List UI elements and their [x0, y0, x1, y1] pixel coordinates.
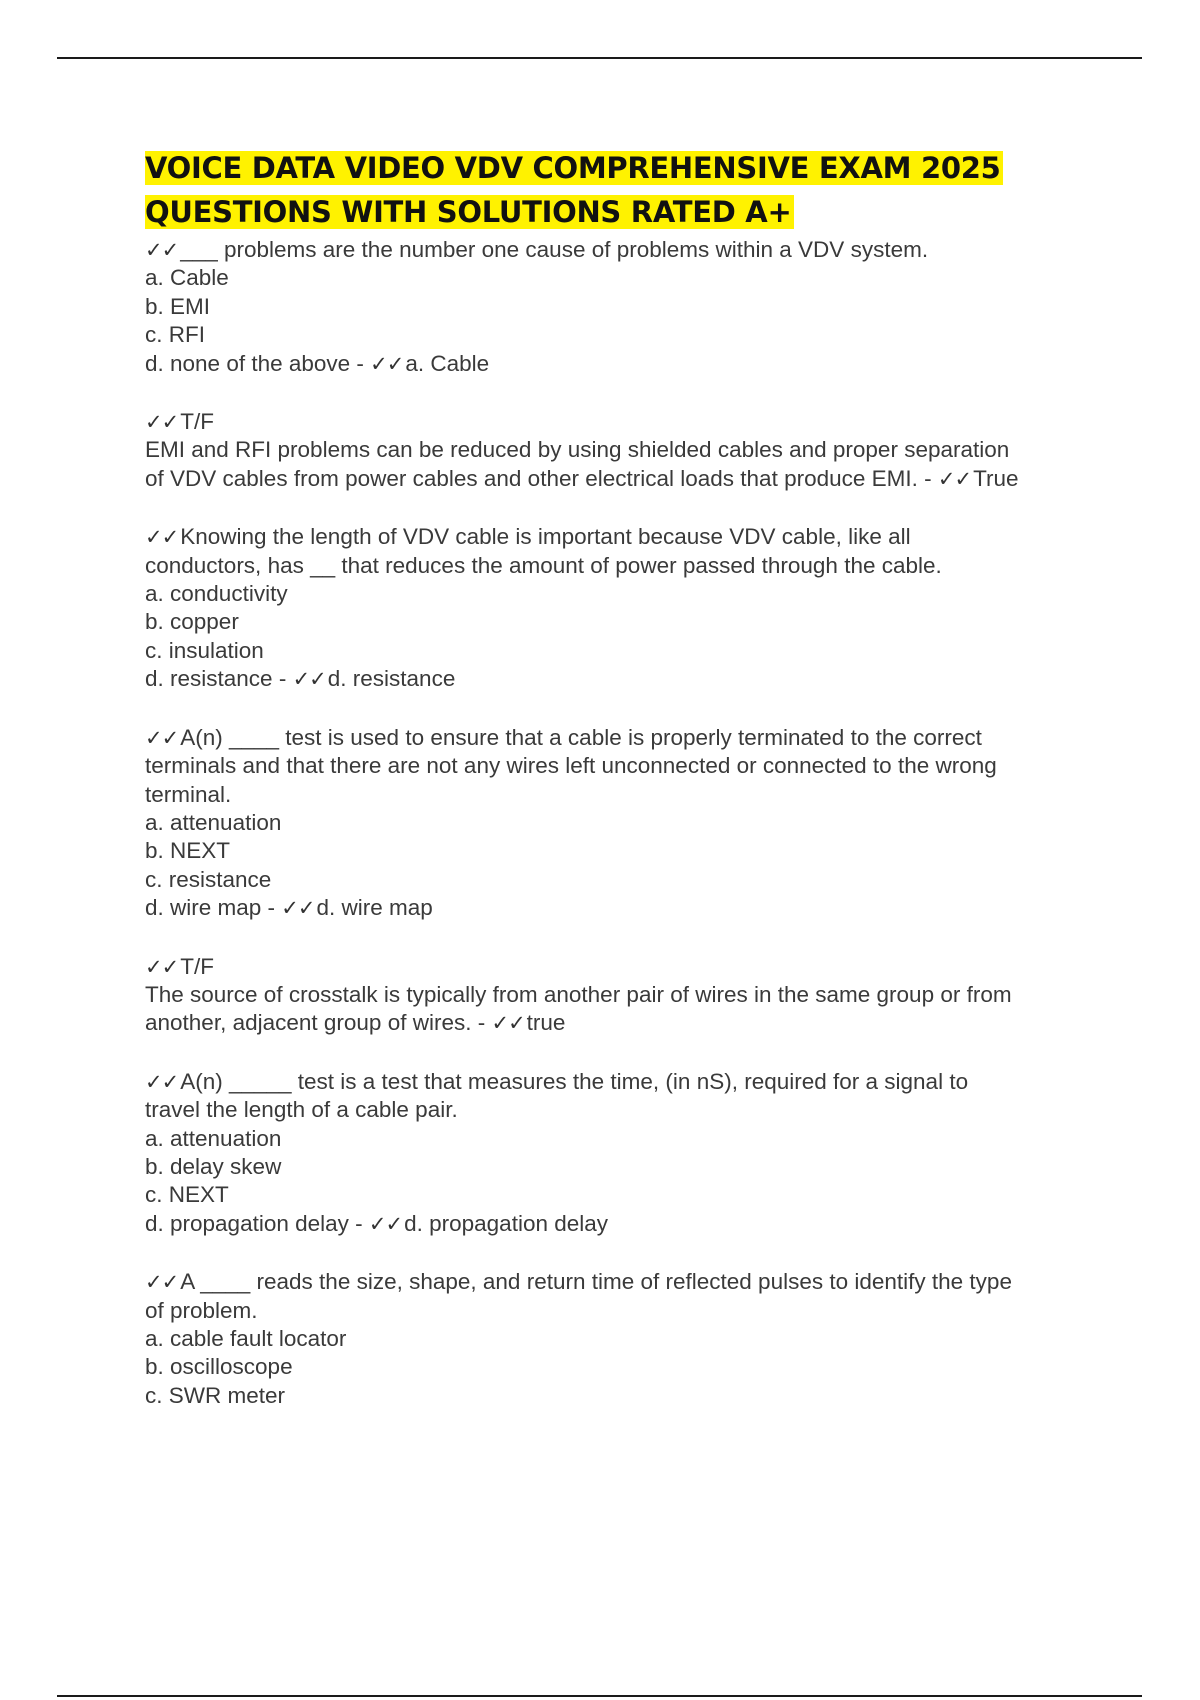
- check-icon: ✓✓: [145, 954, 179, 979]
- question-text: b. oscilloscope: [145, 1354, 293, 1380]
- check-icon: ✓✓: [145, 1069, 179, 1094]
- question-line: [145, 1268, 1105, 1296]
- document-title: [145, 146, 1105, 234]
- question-line: [145, 809, 1105, 837]
- question-text: of VDV cables from power cables and other electrical loads that produce EMI. -: [145, 465, 938, 491]
- question-line: [145, 837, 1105, 865]
- check-icon: ✓✓: [145, 1270, 179, 1295]
- question-item: [145, 1068, 1105, 1238]
- question-text: d. wire map -: [145, 895, 282, 921]
- question-text: terminal.: [145, 781, 232, 807]
- question-line: [145, 724, 1105, 752]
- bottom-rule: [57, 1695, 1142, 1697]
- question-text: of problem.: [145, 1297, 258, 1323]
- question-line: [145, 580, 1105, 608]
- question-line: [145, 465, 1105, 493]
- document-body: [145, 146, 1105, 1440]
- question-line: [145, 894, 1105, 922]
- check-icon: ✓✓: [292, 667, 326, 692]
- question-text: c. SWR meter: [145, 1382, 286, 1408]
- question-text: conductors, has __ that reduces the amount of power passed through the cable.: [145, 552, 942, 578]
- question-text: d. none of the above -: [145, 350, 371, 376]
- question-text: a. Cable: [145, 265, 229, 291]
- question-item: [145, 408, 1105, 493]
- question-line: [145, 781, 1105, 809]
- question-line: [145, 953, 1105, 981]
- question-text: EMI and RFI problems can be reduced by using shielded cables and proper separation: [145, 437, 1010, 463]
- question-line: [145, 293, 1105, 321]
- question-line: [145, 981, 1105, 1009]
- question-line: [145, 1353, 1105, 1381]
- question-line: [145, 1297, 1105, 1325]
- check-icon: ✓✓: [145, 238, 179, 262]
- check-icon: ✓✓: [370, 351, 404, 376]
- check-icon: ✓✓: [368, 1211, 403, 1236]
- question-line: [145, 608, 1105, 636]
- question-text: T/F: [180, 409, 214, 435]
- question-text: a. attenuation: [145, 809, 282, 835]
- title-line-1: VOICE DATA VIDEO VDV COMPREHENSIVE EXAM 2025: [145, 151, 1003, 185]
- answer-text: True: [973, 465, 1019, 491]
- check-icon: ✓✓: [145, 725, 179, 750]
- question-line: [145, 552, 1105, 580]
- question-text: Knowing the length of VDV cable is important because VDV cable, like all: [180, 524, 911, 550]
- question-line: [145, 752, 1105, 780]
- question-line: [145, 264, 1105, 292]
- question-text: A(n) ____ test is used to ensure that a cable is properly terminated to the correct: [180, 724, 982, 750]
- question-line: [145, 1153, 1105, 1181]
- question-text: c. resistance: [145, 866, 272, 892]
- check-icon: ✓✓: [145, 525, 179, 550]
- question-text: A ____ reads the size, shape, and return time of reflected pulses to identify the type: [180, 1269, 1012, 1295]
- question-line: [145, 1181, 1105, 1209]
- question-text: another, adjacent group of wires. -: [145, 1010, 492, 1036]
- question-line: [145, 436, 1105, 464]
- question-text: travel the length of a cable pair.: [145, 1097, 458, 1123]
- question-line: [145, 1382, 1105, 1410]
- question-line: [145, 321, 1105, 349]
- question-text: b. copper: [145, 609, 239, 635]
- question-line: [145, 408, 1105, 436]
- question-item: [145, 1268, 1105, 1410]
- question-text: d. propagation delay -: [145, 1210, 369, 1236]
- question-text: A(n) _____ test is a test that measures the time, (in nS), required for a signal to: [180, 1068, 969, 1094]
- question-item: [145, 523, 1105, 693]
- question-list: [145, 236, 1105, 1410]
- check-icon: ✓✓: [937, 466, 972, 491]
- title-line-2: QUESTIONS WITH SOLUTIONS RATED A+: [145, 195, 794, 229]
- question-line: [145, 1325, 1105, 1353]
- question-text: The source of crosstalk is typically from another pair of wires in the same group or from: [145, 981, 1012, 1007]
- question-line: [145, 236, 1105, 264]
- question-line: [145, 1125, 1105, 1153]
- top-rule: [57, 57, 1142, 59]
- question-line: [145, 665, 1105, 693]
- answer-text: a. Cable: [405, 350, 490, 376]
- question-line: [145, 637, 1105, 665]
- question-line: [145, 1068, 1105, 1096]
- question-text: c. RFI: [145, 322, 205, 348]
- question-line: [145, 1210, 1105, 1238]
- question-text: a. cable fault locator: [145, 1326, 347, 1351]
- question-line: [145, 866, 1105, 894]
- question-text: c. NEXT: [145, 1182, 229, 1208]
- question-line: [145, 1009, 1105, 1037]
- question-text: b. NEXT: [145, 838, 231, 864]
- answer-text: d. propagation delay: [404, 1210, 609, 1236]
- answer-text: d. wire map: [316, 895, 433, 921]
- question-item: [145, 953, 1105, 1038]
- answer-text: d. resistance: [327, 666, 456, 692]
- question-line: [145, 523, 1105, 551]
- question-item: [145, 724, 1105, 923]
- question-text: b. EMI: [145, 293, 211, 319]
- question-line: [145, 350, 1105, 378]
- check-icon: ✓✓: [145, 410, 179, 435]
- question-text: terminals and that there are not any wires left unconnected or connected to the wrong: [145, 753, 997, 779]
- question-text: c. insulation: [145, 637, 264, 663]
- question-item: [145, 236, 1105, 378]
- question-text: a. conductivity: [145, 581, 288, 607]
- question-line: [145, 1096, 1105, 1124]
- question-text: T/F: [180, 953, 214, 979]
- check-icon: ✓✓: [281, 896, 315, 921]
- answer-text: true: [526, 1010, 566, 1036]
- question-text: ___ problems are the number one cause of problems within a VDV system.: [180, 237, 929, 262]
- question-text: d. resistance -: [145, 666, 293, 692]
- question-text: b. delay skew: [145, 1153, 282, 1179]
- check-icon: ✓✓: [491, 1011, 525, 1036]
- question-text: a. attenuation: [145, 1125, 282, 1151]
